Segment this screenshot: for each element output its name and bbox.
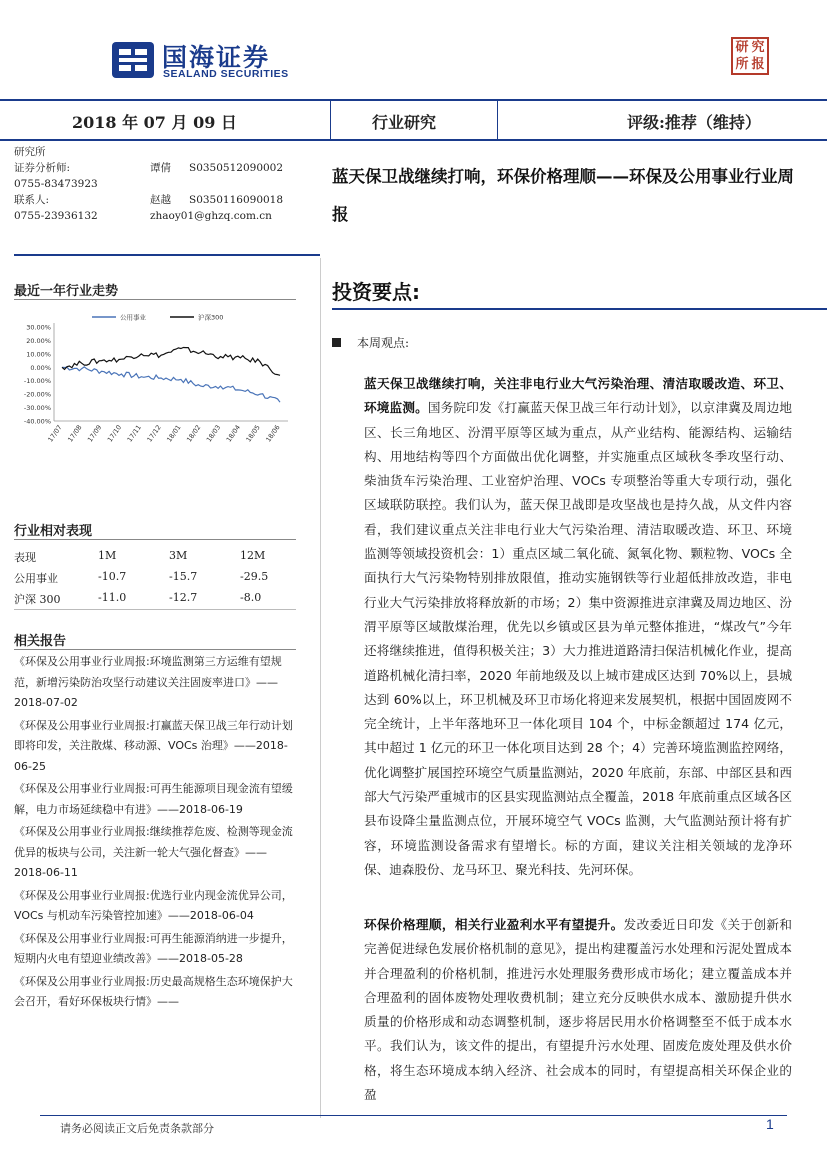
x-tick-label: 18/02 <box>185 423 203 444</box>
viewpoint-bullet <box>332 334 409 351</box>
perf-heading: 行业相对表现 <box>14 524 93 539</box>
analyst-cert-2: S0350116090018 <box>189 194 284 206</box>
y-tick-label: -10.00% <box>23 377 51 386</box>
perf-bottom-rule <box>14 609 296 610</box>
trend-line-chart <box>14 305 296 465</box>
analyst-name-2: 赵越 <box>150 194 171 206</box>
list-item[interactable]: 《环保及公用事业行业周报:可再生能源项目现金流有望缓解，电力市场延续稳中有进》——2018-06-19 <box>14 782 293 816</box>
footer-rule <box>40 1115 787 1116</box>
paragraph-pricing <box>364 913 792 1107</box>
list-item[interactable]: 《环保及公用事业行业周报:历史最高规格生态环境保护大会召开，看好环保板块行情》—— <box>14 974 293 1008</box>
analyst-email-2[interactable]: zhaoy01@ghzq.com.cn <box>150 210 272 222</box>
seal-char: 研 <box>735 40 749 55</box>
report-rating: 评级:推荐（维持） <box>627 113 761 132</box>
paragraph-lead: 环保价格理顺，相关行业盈利水平有望提升。 <box>364 917 624 932</box>
report-date: 2018 年 07 月 09 日 <box>72 113 237 132</box>
x-tick-label: 18/03 <box>204 423 223 444</box>
seal-char: 所 <box>735 57 749 72</box>
x-tick-label: 18/01 <box>165 423 183 444</box>
list-item[interactable]: 《环保及公用事业行业周报:环境监测第三方运维有望规范，新增污染防治攻坚行动建议关注固废率进口》——2018-07-02 <box>14 655 282 709</box>
footer-disclaimer: 请务必阅读正文后免责条款部分 <box>60 1122 214 1135</box>
perf-col-header: 3M <box>169 549 188 562</box>
y-tick-label: -20.00% <box>23 390 51 399</box>
y-tick-label: 30.00% <box>26 323 51 332</box>
trend-heading-rule <box>14 299 296 300</box>
x-tick-label: 17/09 <box>85 423 104 444</box>
paragraph-lead: 蓝天保卫战继续打响，关注非电行业大气污染治理、清洁取暖改造、环卫、环境监测。 <box>364 376 792 416</box>
related-heading-rule <box>14 649 296 650</box>
related-reports-list <box>14 652 296 1015</box>
series-line <box>62 348 280 376</box>
list-item[interactable]: 《环保及公用事业行业周报:继续推荐危废、检测等现金流优异的板块与公司，关注新一轮大气强化督查》——2018-06-11 <box>14 825 293 879</box>
perf-col-header: 12M <box>240 549 266 562</box>
table-row <box>14 567 294 588</box>
report-title: 蓝天保卫战继续打响，环保价格理顺——环保及公用事业行业周报 <box>332 167 794 224</box>
analyst-cert-1: S0350512090002 <box>189 162 284 174</box>
x-tick-label: 17/12 <box>145 423 163 444</box>
seal-char: 报 <box>751 57 765 72</box>
perf-cell: -15.7 <box>169 570 198 583</box>
seal-char: 究 <box>751 40 765 55</box>
viewpoint-label: 本周观点: <box>357 336 410 350</box>
sealand-logo-icon <box>110 40 156 80</box>
list-item[interactable]: 《环保及公用事业行业周报:可再生能源消纳进一步提升，短期内火电有望迎业绩改善》——2018-05-28 <box>14 931 293 965</box>
page-number: 1 <box>766 1116 774 1132</box>
band-divider <box>497 101 498 139</box>
x-tick-label: 17/11 <box>125 423 143 444</box>
table-row <box>14 588 294 609</box>
x-tick-label: 17/08 <box>66 423 84 444</box>
y-tick-label: 20.00% <box>26 336 51 345</box>
related-heading: 相关报告 <box>14 634 67 649</box>
perf-cell: -10.7 <box>98 570 127 583</box>
investment-heading: 投资要点: <box>332 280 420 304</box>
analyst-divider <box>14 254 320 256</box>
band-divider <box>330 101 331 139</box>
x-tick-label: 18/05 <box>244 423 262 444</box>
legend-label: 沪深300 <box>198 313 224 322</box>
legend-label: 公用事业 <box>120 313 146 322</box>
perf-col-header: 表现 <box>14 551 36 564</box>
y-tick-label: 10.00% <box>26 350 51 359</box>
header-band <box>0 99 827 141</box>
paragraph-body: 发改委近日印发《关于创新和完善促进绿色发展价格机制的意见》，提出构建覆盖污水处理和污泥处置成本并合理盈利的价格机制，推进污水处理服务费形成市场化；建立覆盖成本并合理盈利的固体废物处理收费机制；建立充分反映供水成本、激励提升供水质量的价格形成和动态调整机制，逐步将居民用水价格调整至不低于成本水平。我们认为，该文件的提出，有望提升污水处理、固废危废处理及供水价格，将生态环境成本纳入经济、社会成本的同时，有望提高相关环保企业的盈 <box>364 917 793 1103</box>
report-type: 行业研究 <box>372 113 437 132</box>
perf-col-header: 1M <box>98 549 117 562</box>
perf-cell: 公用事业 <box>14 572 58 585</box>
x-tick-label: 18/04 <box>224 423 243 444</box>
perf-table <box>14 546 294 609</box>
analyst-name-1: 谭倩 <box>150 162 171 174</box>
y-tick-label: -30.00% <box>23 404 51 413</box>
x-tick-label: 17/07 <box>46 423 64 444</box>
perf-cell: -29.5 <box>240 570 269 583</box>
investment-rule <box>332 308 827 310</box>
analyst-phone-1: 0755-83473923 <box>14 178 98 190</box>
column-divider <box>320 258 321 1118</box>
perf-heading-rule <box>14 539 296 540</box>
x-tick-label: 17/10 <box>105 423 124 444</box>
logo-english-name: SEALAND SECURITIES <box>163 68 289 80</box>
analyst-role-2: 联系人: <box>14 194 50 206</box>
perf-header-row <box>14 546 294 567</box>
paragraph-body: 国务院印发《打赢蓝天保卫战三年行动计划》，以京津冀及周边地区、长三角地区、汾渭平原等区域为重点，从产业结构、能源结构、运输结构、用地结构等四个方面做出优化调整，并实施重点区域秋冬季攻坚行动、柴油货车污染治理、工业窑炉治理、VOCs 专项整治等重大专项行动，强化区域联防联控。我们认为，蓝天保卫战即是攻坚战也是持久战，从文件内容看，我们建议重点关注非电行业大气污染治理、清洁取暖改造、环卫、环境监测等领域投资机会：1）重点区域二氧化硫、氮氧化物、颗粒物、VOCs 全面执行大气污染物特别排放限值，推动实施钢铁等行业超低排放改造，非电行业大气污染排放将释放新的市场；2）集中资源推进京津冀及周边地区、汾渭平原等区域散煤治理，优先以乡镇或区县为单元整体推进，“煤改气”今年还将继续推进，值得积极关注；3）大力推进道路清扫保洁机械化作业，提高道路机械化清扫率，2020 年前地级及以上城市建成区达到 70%以上，县城达到 60%以上，环卫机械及环卫市场化将迎来发展契机，根据中国固废网不完全统计，上半年落地环卫一体化项目 104 个，中标金额超过 174 亿元，其中超过 1 亿元的环卫一体化项目达到 28 个；4）完善环境监测监控网络，优化调整扩展国控环境空气质量监测站，2020 年底前，东部、中部区县和西部大气污染严重城市的区县实现监测站点全覆盖，2018 年底前重点区域各区县布设降尘量监测点位，开展环境空气 VOCs 监测，大气监测站预计将有扩容，环境监测设备需求有望增长。标的方面，建议关注相关领域的龙净环保、迪森股份、龙马环卫、聚光科技、先河环保。 <box>364 400 793 877</box>
series-line <box>62 367 280 402</box>
y-tick-label: -40.00% <box>23 417 51 426</box>
perf-cell: -12.7 <box>169 591 198 604</box>
analyst-dept: 研究所 <box>14 146 46 158</box>
list-item[interactable]: 《环保及公用事业行业周报:打赢蓝天保卫战三年行动计划即将印发，关注散煤、移动源、VOCs 治理》——2018-06-25 <box>14 718 293 773</box>
research-seal <box>731 37 769 75</box>
paragraph-blue-sky <box>364 372 792 882</box>
trend-heading: 最近一年行业走势 <box>14 284 119 299</box>
logo-chinese-name: 国海证券 <box>162 43 271 72</box>
perf-cell: 沪深 300 <box>14 593 61 606</box>
analyst-role-1: 证券分析师: <box>14 162 71 174</box>
company-logo <box>110 38 310 82</box>
perf-cell: -8.0 <box>240 591 262 604</box>
x-tick-label: 18/06 <box>264 423 282 444</box>
square-bullet-icon <box>332 338 341 347</box>
y-tick-label: 0.00% <box>30 363 51 372</box>
analyst-phone-2: 0755-23936132 <box>14 210 98 222</box>
list-item[interactable]: 《环保及公用事业行业周报:优选行业内现金流优异公司，VOCs 与机动车污染管控加速》——2018-06-04 <box>14 888 293 922</box>
perf-cell: -11.0 <box>98 591 127 604</box>
